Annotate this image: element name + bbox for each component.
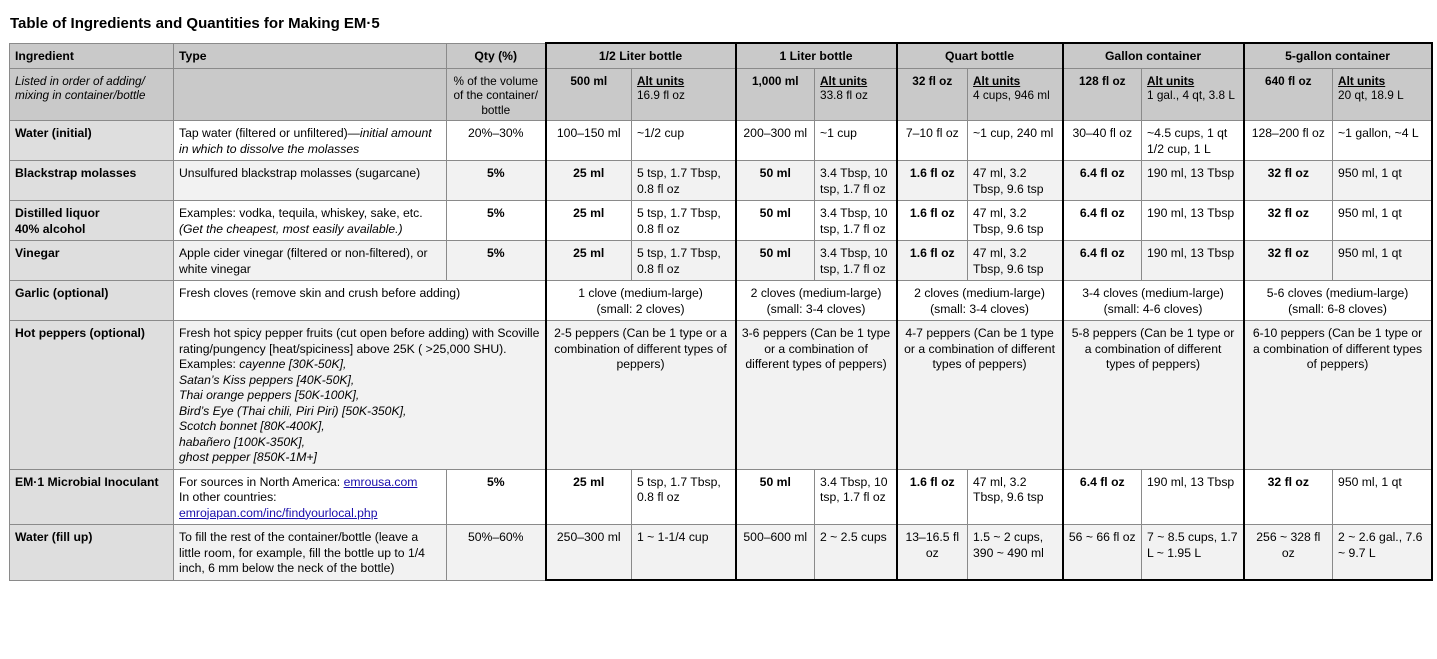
emrousa-link[interactable]: emrousa.com — [343, 474, 418, 489]
ingredient-type — [174, 321, 546, 470]
alt-units-value: 1 gal., 4 qt, 3.8 L — [1147, 88, 1235, 102]
qty-alt: 1 ~ 1-1/4 cup — [632, 525, 736, 581]
qty-main: 1.6 fl oz — [897, 161, 968, 201]
qty-alt: ~1 cup — [815, 121, 897, 161]
qty-main: 50 ml — [736, 201, 815, 241]
qty-alt: 190 ml, 13 Tbsp — [1142, 161, 1244, 201]
header-one-liter: 1 Liter bottle — [736, 43, 897, 68]
page-title: Table of Ingredients and Quantities for Making EM·5 — [10, 15, 380, 32]
alt-units-label: Alt units — [1338, 73, 1386, 88]
garlic-amount — [736, 281, 897, 321]
ingredient-type: Apple cider vinegar (filtered or non-filtered), or white vinegar — [174, 241, 447, 281]
qty-main: 100–150 ml — [546, 121, 632, 161]
pepper-example: habañero [100K-350K], — [179, 434, 306, 449]
garlic-amount — [546, 281, 736, 321]
alt-units-label: Alt units — [637, 73, 685, 88]
qty-alt: 3.4 Tbsp, 10 tsp, 1.7 fl oz — [815, 241, 897, 281]
pepper-amount: 4-7 peppers (Can be 1 type or a combination of different types of peppers) — [897, 321, 1063, 470]
qty-alt: 3.4 Tbsp, 10 tsp, 1.7 fl oz — [815, 161, 897, 201]
qty-alt: 47 ml, 3.2 Tbsp, 9.6 tsp — [968, 241, 1063, 281]
qty-alt: 1.5 ~ 2 cups, 390 ~ 490 ml — [968, 525, 1063, 581]
amount-line: (small: 4-6 cloves) — [1103, 301, 1203, 316]
qty-main: 1.6 fl oz — [897, 241, 968, 281]
amount-line: (small: 6-8 cloves) — [1288, 301, 1387, 316]
qty-main: 6.4 fl oz — [1063, 161, 1142, 201]
table-row — [10, 321, 1432, 470]
table-row — [10, 281, 1432, 321]
qty-percent: 50%–60% — [447, 525, 546, 581]
table-row — [10, 469, 1432, 525]
unit-alt — [815, 68, 897, 121]
pepper-example: cayenne [30K-50K], — [239, 357, 347, 371]
alt-units-label: Alt units — [820, 73, 868, 88]
qty-alt: ~4.5 cups, 1 qt 1/2 cup, 1 L — [1142, 121, 1244, 161]
unit-main: 1,000 ml — [736, 68, 815, 121]
pepper-amount: 6-10 peppers (Can be 1 type or a combination of different types of peppers) — [1244, 321, 1432, 470]
qty-alt: ~1 gallon, ~4 L — [1333, 121, 1432, 161]
garlic-amount — [897, 281, 1063, 321]
type-text: In other countries: — [179, 490, 277, 504]
ingredient-type — [174, 201, 447, 241]
pepper-amount: 2-5 peppers (Can be 1 type or a combination of different types of peppers) — [546, 321, 736, 470]
ingredient-name: Water (initial) — [10, 121, 174, 161]
pepper-amount: 5-8 peppers (Can be 1 type or a combination of different types of peppers) — [1063, 321, 1244, 470]
unit-main: 500 ml — [546, 68, 632, 121]
header-row — [10, 43, 1432, 68]
ingredient-name — [10, 201, 174, 241]
qty-alt: 7 ~ 8.5 cups, 1.7 L ~ 1.95 L — [1142, 525, 1244, 581]
ingredient-type: Unsulfured blackstrap molasses (sugarcane) — [174, 161, 447, 201]
ingredient-name: Hot peppers (optional) — [10, 321, 174, 470]
alt-units-value: 16.9 fl oz — [637, 88, 685, 102]
amount-line: 5-6 cloves (medium-large) — [1266, 286, 1409, 300]
pepper-example: Bird’s Eye (Thai chili, Piri Piri) [50K-350K], — [179, 403, 407, 418]
qty-alt: 2 ~ 2.6 gal., 7.6 ~ 9.7 L — [1333, 525, 1432, 581]
unit-alt — [1142, 68, 1244, 121]
qty-main: 32 fl oz — [1244, 201, 1333, 241]
header-qty: Qty (%) — [447, 43, 546, 68]
qty-main: 1.6 fl oz — [897, 201, 968, 241]
qty-alt: 190 ml, 13 Tbsp — [1142, 201, 1244, 241]
type-text: Tap water (filtered or unfiltered)— — [179, 126, 360, 140]
name-line: Distilled liquor — [15, 206, 100, 220]
qty-main: 50 ml — [736, 469, 815, 525]
amount-line: (small: 3-4 cloves) — [930, 301, 1029, 316]
qty-main: 32 fl oz — [1244, 161, 1333, 201]
amount-line: (small: 2 cloves) — [596, 301, 685, 316]
table-row — [10, 201, 1432, 241]
qty-main: 6.4 fl oz — [1063, 469, 1142, 525]
ingredient-type — [174, 121, 447, 161]
qty-main: 6.4 fl oz — [1063, 201, 1142, 241]
header-gallon: Gallon container — [1063, 43, 1244, 68]
qty-main: 32 fl oz — [1244, 241, 1333, 281]
qty-percent: 5% — [447, 161, 546, 201]
type-note: (Get the cheapest, most easily available.) — [179, 221, 403, 236]
ingredient-name: Garlic (optional) — [10, 281, 174, 321]
unit-alt — [1333, 68, 1432, 121]
qty-main: 500–600 ml — [736, 525, 815, 581]
qty-main: 200–300 ml — [736, 121, 815, 161]
qty-percent: 5% — [447, 469, 546, 525]
qty-alt: ~1/2 cup — [632, 121, 736, 161]
qty-main: 256 ~ 328 fl oz — [1244, 525, 1333, 581]
qty-alt: 3.4 Tbsp, 10 tsp, 1.7 fl oz — [815, 469, 897, 525]
qty-main: 25 ml — [546, 161, 632, 201]
header-type: Type — [174, 43, 447, 68]
ingredient-type — [174, 469, 447, 525]
qty-main: 7–10 fl oz — [897, 121, 968, 161]
qty-alt: 5 tsp, 1.7 Tbsp, 0.8 fl oz — [632, 241, 736, 281]
qty-main: 30–40 fl oz — [1063, 121, 1142, 161]
qty-alt: 5 tsp, 1.7 Tbsp, 0.8 fl oz — [632, 469, 736, 525]
type-subheader-empty — [174, 68, 447, 121]
name-line: 40% alcohol — [15, 221, 86, 236]
qty-main: 1.6 fl oz — [897, 469, 968, 525]
garlic-amount — [1244, 281, 1432, 321]
qty-main: 6.4 fl oz — [1063, 241, 1142, 281]
qty-alt: 47 ml, 3.2 Tbsp, 9.6 tsp — [968, 161, 1063, 201]
qty-alt: 950 ml, 1 qt — [1333, 201, 1432, 241]
garlic-amount — [1063, 281, 1244, 321]
qty-alt: 190 ml, 13 Tbsp — [1142, 241, 1244, 281]
pepper-example: Thai orange peppers [50K-100K], — [179, 388, 360, 402]
qty-percent: 5% — [447, 241, 546, 281]
pepper-amount: 3-6 peppers (Can be 1 type or a combination of different types of peppers) — [736, 321, 897, 470]
qty-percent: 20%–30% — [447, 121, 546, 161]
qty-alt: 950 ml, 1 qt — [1333, 161, 1432, 201]
amount-line: 3-4 cloves (medium-large) — [1082, 286, 1224, 300]
pepper-example: ghost pepper [850K-1M+] — [179, 450, 317, 464]
qty-alt: ~1 cup, 240 ml — [968, 121, 1063, 161]
qty-main: 25 ml — [546, 469, 632, 525]
alt-units-value: 20 qt, 18.9 L — [1338, 88, 1404, 102]
ingredient-name: Blackstrap molasses — [10, 161, 174, 201]
amount-line: 2 cloves (medium-large) — [750, 286, 882, 300]
qty-main: 128–200 fl oz — [1244, 121, 1333, 161]
ingredient-type: To fill the rest of the container/bottle (leave a little room, for example, fill the bottle up to 1/4 inch, 6 mm below the neck of the bottle) — [174, 525, 447, 581]
qty-alt: 2 ~ 2.5 cups — [815, 525, 897, 581]
type-text: Fresh hot spicy pepper fruits (cut open before adding) with Scoville rating/pungency [heat/spiciness] above 25K ( >25,000 SHU). Examples: — [179, 326, 540, 371]
alt-units-label: Alt units — [973, 73, 1021, 88]
qty-note: % of the volume of the container/ bottle — [447, 68, 546, 121]
qty-main: 25 ml — [546, 201, 632, 241]
emrojapan-link[interactable]: emrojapan.com/inc/findyourlocal.php — [179, 505, 378, 520]
table-row — [10, 121, 1432, 161]
unit-main: 128 fl oz — [1063, 68, 1142, 121]
ingredient-name: Water (fill up) — [10, 525, 174, 581]
qty-alt: 47 ml, 3.2 Tbsp, 9.6 tsp — [968, 201, 1063, 241]
ingredient-type: Fresh cloves (remove skin and crush before adding) — [174, 281, 546, 321]
header-quart: Quart bottle — [897, 43, 1063, 68]
qty-main: 50 ml — [736, 241, 815, 281]
qty-alt: 47 ml, 3.2 Tbsp, 9.6 tsp — [968, 469, 1063, 525]
unit-alt — [632, 68, 736, 121]
table-row — [10, 161, 1432, 201]
qty-main: 56 ~ 66 fl oz — [1063, 525, 1142, 581]
qty-alt: 190 ml, 13 Tbsp — [1142, 469, 1244, 525]
type-text: Examples: vodka, tequila, whiskey, sake, etc. — [179, 206, 423, 220]
alt-units-value: 33.8 fl oz — [820, 88, 868, 102]
qty-alt: 5 tsp, 1.7 Tbsp, 0.8 fl oz — [632, 201, 736, 241]
alt-units-value: 4 cups, 946 ml — [973, 88, 1050, 102]
pepper-example: Satan’s Kiss peppers [40K-50K], — [179, 372, 355, 387]
header-half-liter: 1/2 Liter bottle — [546, 43, 736, 68]
type-note: initial amount in which to dissolve the molasses — [179, 126, 432, 156]
unit-main: 32 fl oz — [897, 68, 968, 121]
table-row — [10, 241, 1432, 281]
header-ingredient: Ingredient — [10, 43, 174, 68]
qty-main: 250–300 ml — [546, 525, 632, 581]
ingredient-order-note: Listed in order of adding/ mixing in container/bottle — [10, 68, 174, 121]
unit-alt — [968, 68, 1063, 121]
amount-line: (small: 3-4 cloves) — [766, 301, 866, 316]
unit-main: 640 fl oz — [1244, 68, 1333, 121]
ingredient-name: EM·1 Microbial Inoculant — [10, 469, 174, 525]
qty-alt: 950 ml, 1 qt — [1333, 241, 1432, 281]
qty-main: 13–16.5 fl oz — [897, 525, 968, 581]
qty-main: 25 ml — [546, 241, 632, 281]
header-five-gallon: 5-gallon container — [1244, 43, 1432, 68]
amount-line: 2 cloves (medium-large) — [914, 286, 1045, 300]
qty-alt: 950 ml, 1 qt — [1333, 469, 1432, 525]
subheader-row — [10, 68, 1432, 121]
qty-main: 32 fl oz — [1244, 469, 1333, 525]
table-row — [10, 525, 1432, 581]
pepper-example: Scotch bonnet [80K-400K], — [179, 419, 325, 433]
alt-units-label: Alt units — [1147, 73, 1195, 88]
type-text: For sources in North America: — [179, 474, 344, 489]
qty-percent: 5% — [447, 201, 546, 241]
qty-alt: 5 tsp, 1.7 Tbsp, 0.8 fl oz — [632, 161, 736, 201]
amount-line: 1 clove (medium-large) — [578, 286, 703, 300]
qty-main: 50 ml — [736, 161, 815, 201]
ingredient-name: Vinegar — [10, 241, 174, 281]
qty-alt: 3.4 Tbsp, 10 tsp, 1.7 fl oz — [815, 201, 897, 241]
ingredients-table — [9, 42, 1433, 581]
